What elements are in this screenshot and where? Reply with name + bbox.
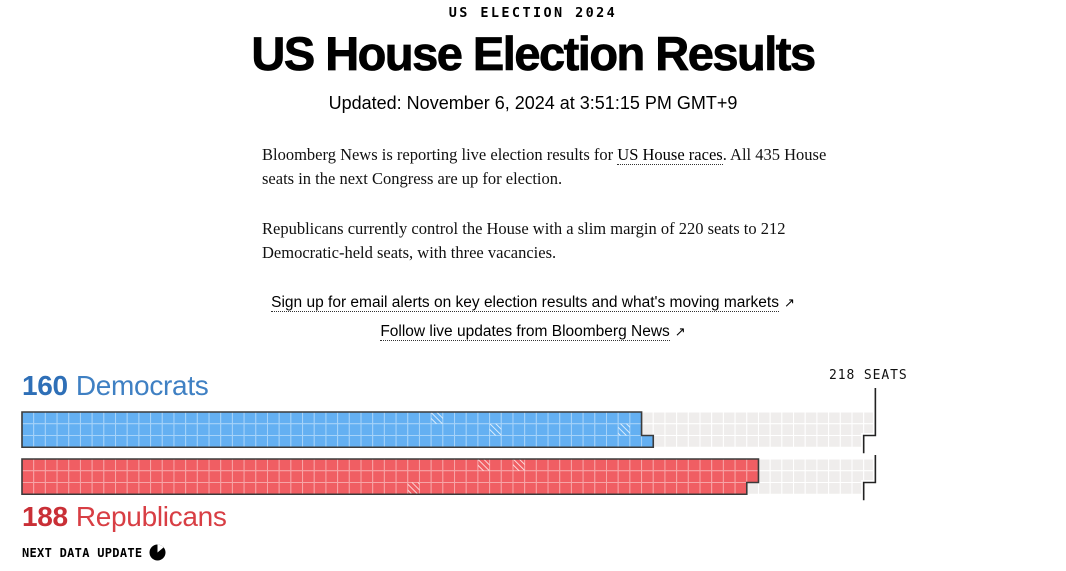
republicans-label <box>22 501 227 533</box>
email-alerts-link-row <box>0 294 1066 312</box>
republicans-party-name: Republicans <box>75 501 227 532</box>
page-title: US House Election Results <box>251 27 815 80</box>
intro-paragraph-1 <box>262 143 840 190</box>
external-link-icon: ↗ <box>674 324 686 339</box>
intro-paragraph-1-text: Bloomberg News is reporting live election results for <box>262 145 618 164</box>
majority-threshold-label: 218 SEATS <box>829 368 908 383</box>
external-link-icon: ↗ <box>783 295 795 310</box>
democrats-party-name: Democrats <box>75 370 209 401</box>
democrats-seat-count: 160 <box>22 370 68 401</box>
email-alerts-link[interactable]: Sign up for email alerts on key election results and what's moving markets <box>271 294 779 311</box>
live-updates-link[interactable]: Follow live updates from Bloomberg News <box>380 323 670 340</box>
update-timer-icon <box>149 544 166 561</box>
next-data-update <box>22 544 166 561</box>
live-updates-link-row <box>0 323 1066 341</box>
intro-paragraph-1-tail: . All 435 House seats in the next Congress are up for election. <box>262 145 827 188</box>
republicans-seat-count: 188 <box>22 501 68 532</box>
eyebrow-kicker: US ELECTION 2024 <box>448 5 618 21</box>
seat-chart <box>0 380 1066 510</box>
next-update-label: NEXT DATA UPDATE <box>22 545 143 560</box>
intro-paragraph-2: Republicans currently control the House with a slim margin of 220 seats to 212 Democratic-held seats, with three vacancies. <box>262 219 786 262</box>
updated-timestamp: Updated: November 6, 2024 at 3:51:15 PM GMT+9 <box>328 93 738 113</box>
us-house-races-link[interactable]: US House races <box>617 145 723 164</box>
